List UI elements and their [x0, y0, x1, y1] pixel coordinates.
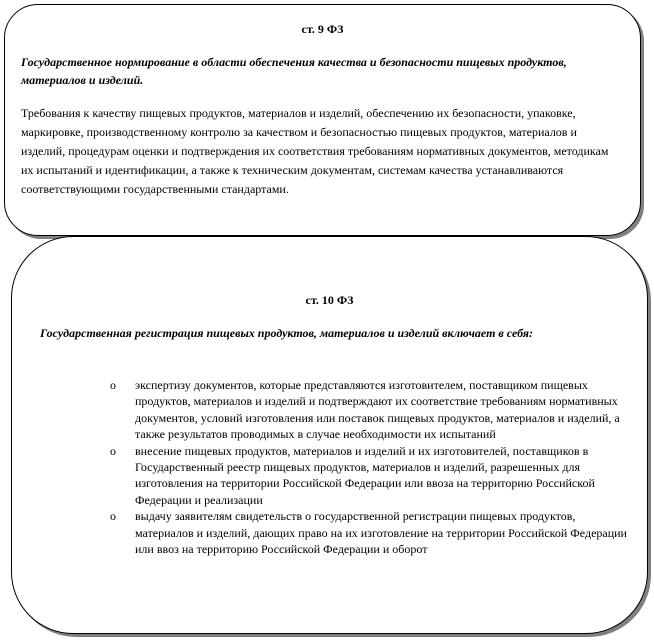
article-9-heading: ст. 9 ФЗ	[301, 22, 344, 36]
list-item-text: внесение пищевых продуктов, материалов и изделий и их изготовителей, поставщиков в Государственный реестр пищевых продуктов, материалов и изделий, разрешенных для изготовления на территории Российской Федерации или ввоза на территорию Российской Федерации и реализации	[135, 443, 595, 507]
bullet-circle-icon: o	[110, 378, 116, 392]
article-9-paragraph: Требования к качеству пищевых продуктов, материалов и изделий, обеспечению их безопасности, упаковке, маркировке, производственному контролю за качеством и безопасностью пищевых продуктов, материалов и изделий, процедурам оценки и подтверждения их соответствия требованиям нормативных документов, методикам их испытаний и идентификации, а также к техническим документам, системам качества устанавливаются соответствующими государственными стандартами.	[21, 106, 609, 196]
article-10-heading: ст. 10 ФЗ	[305, 293, 354, 307]
list-item	[110, 508, 629, 557]
article-9-lead: Государственное нормирование в области обеспечения качества и безопасности пищевых продуктов, материалов и изделий.	[21, 55, 567, 87]
article-9-box	[4, 4, 641, 236]
article-10-box	[11, 236, 648, 634]
list-item-text: экспертизу документов, которые представляются изготовителем, поставщиком пищевых продуктов, материалов и изделий и подтверждают их соответствие требованиям нормативных документов, условий изготовления или поставок пищевых продуктов, материалов и изделий, а также результатов проводимых в случае необходимости их испытаний	[135, 378, 620, 442]
article-10-lead: Государственная регистрация пищевых продуктов, материалов и изделий включает в себя:	[40, 326, 533, 340]
article-10-list	[110, 377, 629, 557]
bullet-circle-icon: o	[110, 443, 116, 458]
list-item	[110, 443, 629, 509]
list-item-text: выдачу заявителям свидетельств о государственной регистрации пищевых продуктов, материалов и изделий, дающих право на их изготовление на территории Российской Федерации или ввоз на территорию Российской Федерации и оборот	[135, 509, 627, 557]
bullet-circle-icon: o	[110, 509, 116, 524]
list-item	[110, 377, 629, 443]
